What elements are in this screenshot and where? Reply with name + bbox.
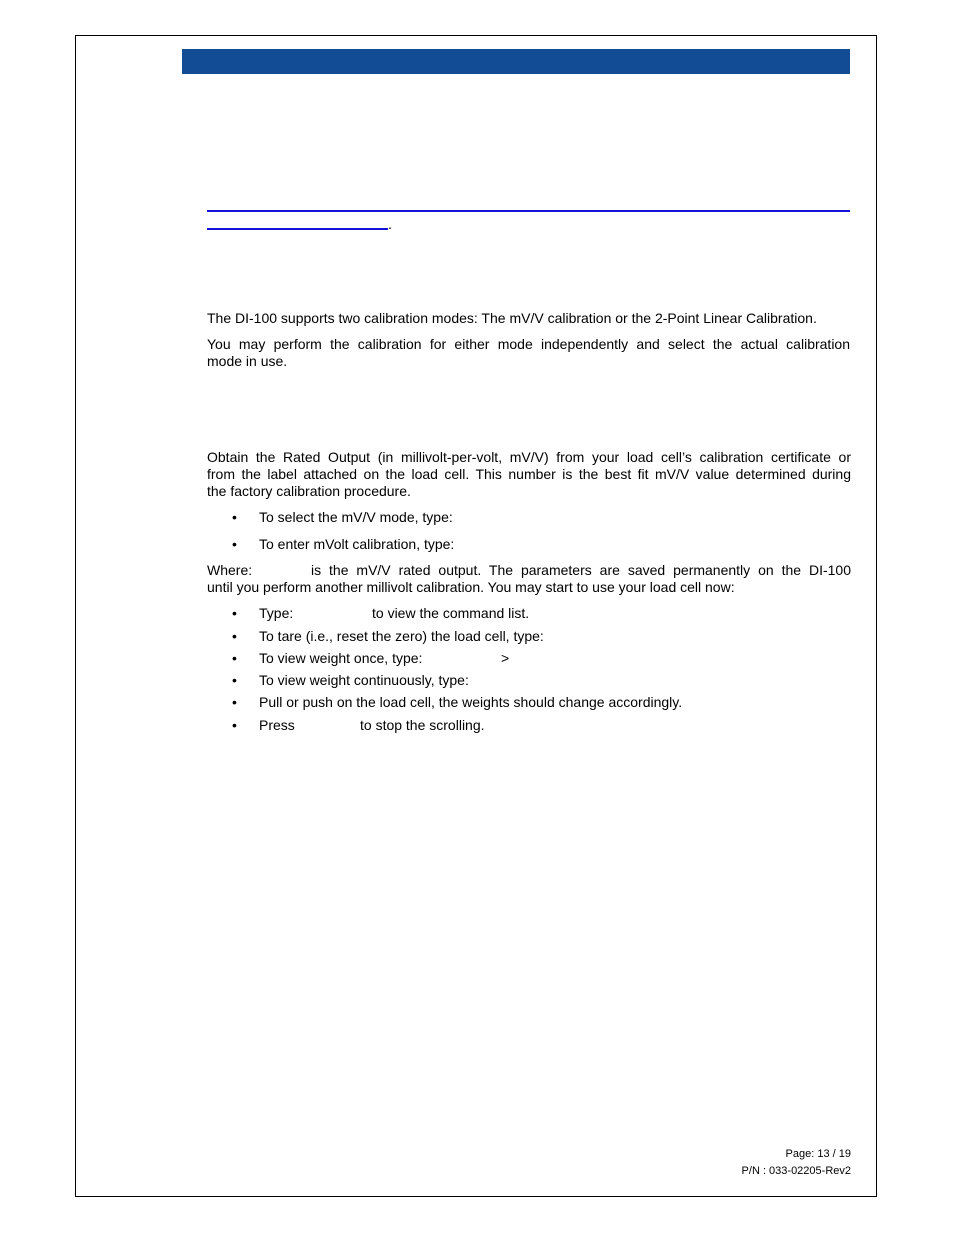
bullet-dot: • (232, 672, 237, 688)
bullet-dot: • (232, 536, 237, 552)
list-item-press-tail: to stop the scrolling. (360, 717, 485, 733)
greater-than-symbol: > (501, 650, 510, 666)
section-header-bar (182, 49, 850, 74)
intro-paragraph-2-line-2: mode in use. (207, 353, 288, 369)
intro-paragraph-1: The DI-100 supports two calibration modes: The mV/V calibration or the 2-Point Linear Calibration. (207, 310, 817, 326)
list-item-view-once: To view weight once, type: (259, 650, 423, 666)
hyperlink-underline[interactable] (207, 210, 850, 212)
bullet-dot: • (232, 628, 237, 644)
bullet-dot: • (232, 509, 237, 525)
bullet-dot: • (232, 694, 237, 710)
list-item-press-label: Press (259, 717, 295, 733)
mvv-paragraph-line-1: Obtain the Rated Output (in millivolt-per-volt, mV/V) from your load cell’s calibration certificate or (207, 449, 851, 465)
list-item-pull-push: Pull or push on the load cell, the weights should change accordingly. (259, 694, 683, 710)
bullet-dot: • (232, 717, 237, 733)
where-description-line-2: until you perform another millivolt calibration. You may start to use your load cell now: (207, 579, 735, 595)
where-label: Where: (207, 562, 253, 578)
mvv-paragraph-line-3: the factory calibration procedure. (207, 483, 411, 499)
intro-paragraph-2-line-1: You may perform the calibration for either mode independently and select the actual calibration (207, 336, 850, 352)
bullet-dot: • (232, 605, 237, 621)
list-item-view-continuous: To view weight continuously, type: (259, 672, 469, 688)
list-item: To select the mV/V mode, type: (259, 509, 453, 525)
mvv-paragraph-line-2: from the label attached on the load cell. This number is the best fit mV/V value determined during (207, 466, 851, 482)
list-item-type-label: Type: (259, 605, 294, 621)
bullet-dot: • (232, 650, 237, 666)
page-number: Page: 13 / 19 (785, 1148, 851, 1160)
list-item: To enter mVolt calibration, type: (259, 536, 455, 552)
where-description: is the mV/V rated output. The parameters are saved permanently on the DI-100 (311, 562, 851, 578)
list-item-tare: To tare (i.e., reset the zero) the load cell, type: (259, 628, 544, 644)
list-item-type-tail: to view the command list. (372, 605, 530, 621)
part-number: P/N : 033-02205-Rev2 (741, 1165, 851, 1177)
period: . (388, 216, 392, 232)
hyperlink-underline[interactable] (207, 228, 388, 230)
